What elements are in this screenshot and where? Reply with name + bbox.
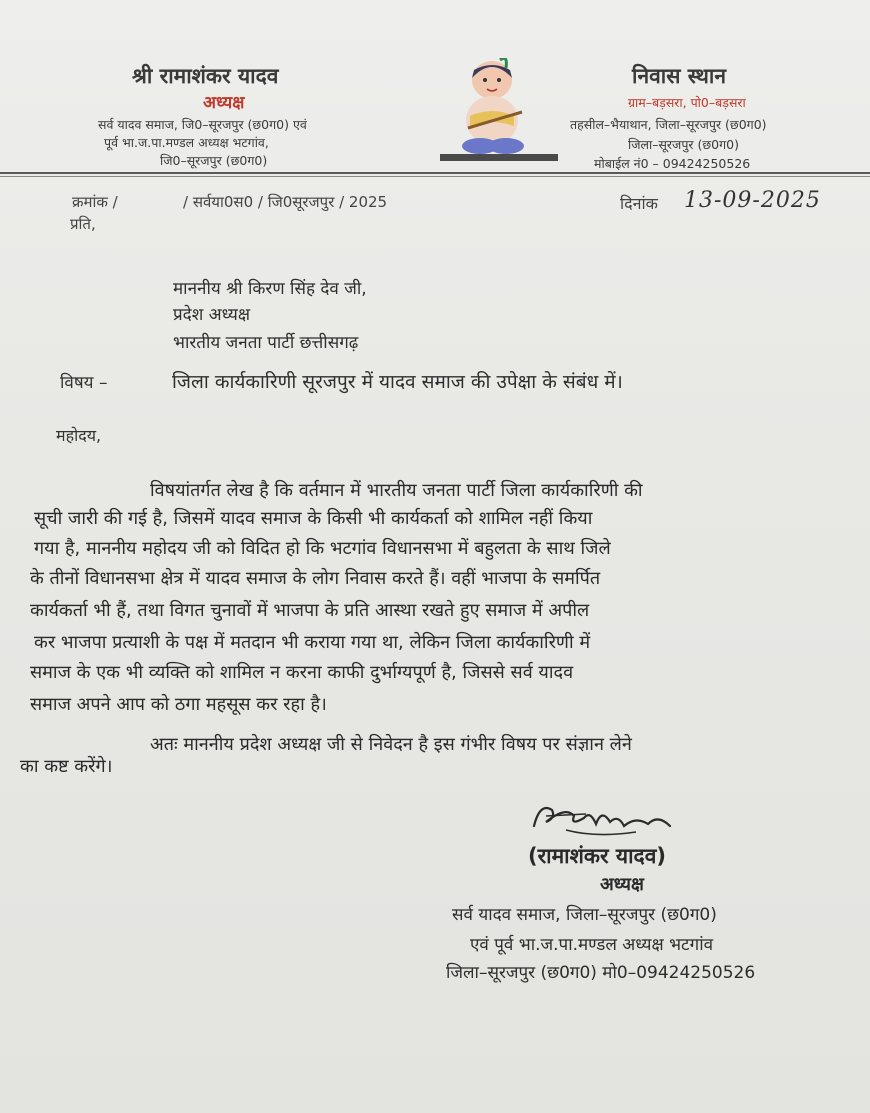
body-line: का कष्ट करेंगे। [20,756,113,777]
body-line: के तीनों विधानसभा क्षेत्र में यादव समाज के लोग निवास करते हैं। वहीं भाजपा के समर्पित [30,568,601,589]
body-line: समाज के एक भी व्यक्ति को शामिल न करना काफी दुर्भाग्यपूर्ण है, जिससे सर्व यादव [30,662,574,683]
letterhead-divider [0,172,870,174]
addressee-line3: भारतीय जनता पार्टी छत्तीसगढ़ [173,333,359,353]
salutation: महोदय, [56,426,102,445]
reference-number: / सर्वया0स0 / जि0सूरजपुर / 2025 [183,193,388,211]
body-line: कार्यकर्ता भी हैं, तथा विगत चुनावों में भाजपा के प्रति आस्था रखते हुए समाज में अपील [30,600,590,621]
letterhead-left-line1: सर्व यादव समाज, जि0–सूरजपुर (छ0ग0) एवं [98,117,307,132]
body-line: विषयांतर्गत लेख है कि वर्तमान में भारतीय जनता पार्टी जिला कार्यकारिणी की [150,480,643,501]
residence-line1: ग्राम–बड़सरा, पो0–बड़सरा [628,95,746,110]
residence-line2: तहसील–भैयाथान, जिला–सूरजपुर (छ0ग0) [570,117,767,132]
body-line: कर भाजपा प्रत्याशी के पक्ष में मतदान भी कराया गया था, लेकिन जिला कार्यकारिणी में [34,632,591,653]
letterhead-left-line2: पूर्व भा.ज.पा.मण्डल अध्यक्ष भटगांव, [104,135,269,150]
signatory-name: (रामाशंकर यादव) [528,844,666,868]
addressee-line1: माननीय श्री किरण सिंह देव जी, [173,279,367,299]
residence-line3: जिला–सूरजपुर (छ0ग0) [628,137,739,152]
letterhead-name: श्री रामाशंकर यादव [132,64,279,88]
body-line: सूची जारी की गई है, जिसमें यादव समाज के किसी भी कार्यकर्ता को शामिल नहीं किया [34,508,593,529]
signatory-post: अध्यक्ष [600,874,644,895]
letterhead-left-line3: जि0–सूरजपुर (छ0ग0) [160,153,268,168]
handwritten-signature [526,796,696,840]
prati-label: प्रति, [70,215,96,233]
krishna-emblem-icon [440,58,558,164]
body-line: गया है, माननीय महोदय जी को विदित हो कि भटगांव विधानसभा में बहुलता के साथ जिले [34,538,611,559]
signatory-line2: एवं पूर्व भा.ज.पा.मण्डल अध्यक्ष भटगांव [470,935,714,955]
addressee-line2: प्रदेश अध्यक्ष [173,305,251,325]
letterhead-divider-thin [0,176,870,177]
signatory-line1: सर्व यादव समाज, जिला–सूरजपुर (छ0ग0) [452,905,717,925]
body-line: समाज अपने आप को ठगा महसूस कर रहा है। [30,694,327,715]
signatory-line3: जिला–सूरजपुर (छ0ग0) मो0–09424250526 [446,963,756,983]
subject-text: जिला कार्यकारिणी सूरजपुर में यादव समाज की उपेक्षा के संबंध में। [172,371,623,393]
subject-label: विषय – [60,373,108,393]
body-line: अतः माननीय प्रदेश अध्यक्ष जी से निवेदन है इस गंभीर विषय पर संज्ञान लेने [150,734,632,755]
residence-mobile: मोबाईल नं0 – 09424250526 [594,156,751,171]
date-label: दिनांक [620,194,658,213]
residence-title: निवास स्थान [632,64,726,88]
date-value: 13-09-2025 [684,188,821,213]
letterhead-post: अध्यक्ष [203,93,245,113]
reference-label: क्रमांक / [72,193,118,211]
